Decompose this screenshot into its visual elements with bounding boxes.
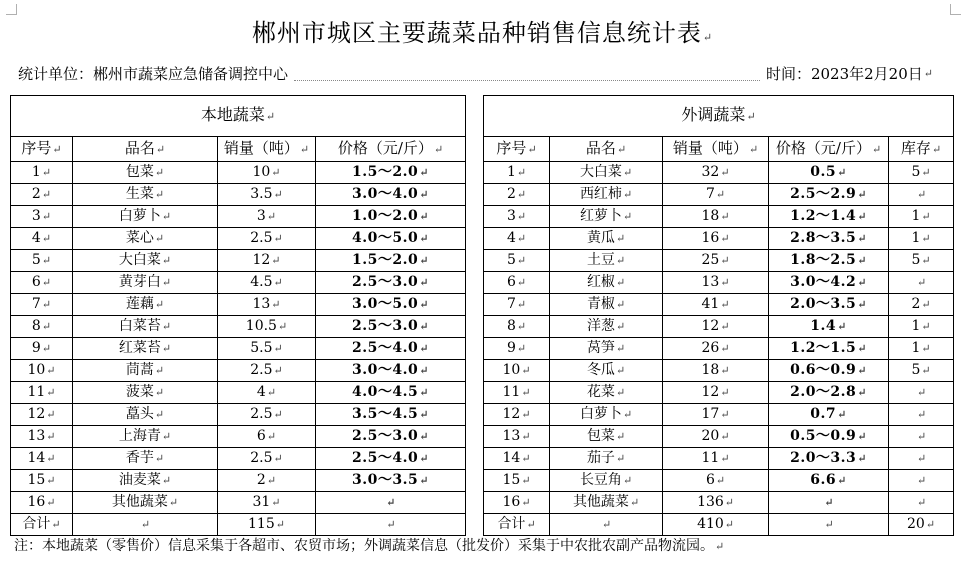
imported-cell-no: 3↵ [484,206,550,228]
local-cell-price: 2.5～3.0↵ [316,316,466,338]
local-cell-no: 16↵ [11,492,73,514]
imported-cell-stock: 5↵ [889,360,954,382]
local-cell-sales: 4↵ [218,382,316,404]
local-cell-name: 菠菜↵ [73,382,218,404]
local-cell-sales: 2.5↵ [218,404,316,426]
imported-cell-sales: 16↵ [663,228,769,250]
page-corner-mark-left [6,4,17,15]
local-cell-price: 3.0～5.0↵ [316,294,466,316]
imported-cell-name: 红椒↵ [550,272,663,294]
local-cell-price: 3.5～4.5↵ [316,404,466,426]
local-cell-no: 10↵ [11,360,73,382]
imported-cell-stock: 2↵ [889,294,954,316]
imported-cell-name: 茄子↵ [550,448,663,470]
local-cell-name: 茼蒿↵ [73,360,218,382]
local-cell-price: 2.5～4.0↵ [316,338,466,360]
local-cell-price: 3.0～4.0↵ [316,360,466,382]
imported-cell-name: 包菜↵ [550,426,663,448]
imported-cell-no: 1↵ [484,162,550,184]
imported-cell-price: 6.6↵ [769,470,889,492]
local-cell-sales: 10.5↵ [218,316,316,338]
local-cell-name: 香芋↵ [73,448,218,470]
imported-cell-stock: ↵ [889,404,954,426]
imported-cell-price: 1.8～2.5↵ [769,250,889,272]
local-cell-price: 3.0～3.5↵ [316,470,466,492]
imported-cell-no: 9↵ [484,338,550,360]
imported-cell-stock: ↵ [889,426,954,448]
imported-cell-price: 3.0～4.2↵ [769,272,889,294]
local-cell-price: 1.5～2.0↵ [316,162,466,184]
local-total-sales: 115↵ [218,514,316,536]
local-header-name: 品名↵ [73,137,218,162]
sales-table [10,95,954,536]
local-cell-sales: 31↵ [218,492,316,514]
imported-total-price: ↵ [769,514,889,536]
imported-section-title: 外调蔬菜↵ [484,96,954,137]
imported-cell-price: 2.8～3.5↵ [769,228,889,250]
imported-cell-name: 白萝卜↵ [550,404,663,426]
local-cell-name: 白菜苔↵ [73,316,218,338]
imported-total-stock: 20↵ [889,514,954,536]
table-gap-column [466,96,484,536]
local-cell-sales: 2.5↵ [218,228,316,250]
local-cell-sales: 12↵ [218,250,316,272]
imported-header-price: 价格（元/斤）↵ [769,137,889,162]
local-cell-no: 4↵ [11,228,73,250]
imported-cell-no: 12↵ [484,404,550,426]
local-cell-no: 1↵ [11,162,73,184]
local-cell-no: 3↵ [11,206,73,228]
imported-cell-price: 2.5～2.9↵ [769,184,889,206]
dotted-leader [294,68,760,81]
local-cell-no: 6↵ [11,272,73,294]
local-header-sales: 销量（吨）↵ [218,137,316,162]
local-cell-no: 2↵ [11,184,73,206]
imported-cell-name: 莴笋↵ [550,338,663,360]
imported-cell-name: 冬瓜↵ [550,360,663,382]
imported-cell-price: 0.5↵ [769,162,889,184]
footnote [14,535,954,558]
local-section-title: 本地蔬菜↵ [11,96,466,137]
local-cell-name: 大白菜↵ [73,250,218,272]
imported-cell-no: 10↵ [484,360,550,382]
local-cell-no: 9↵ [11,338,73,360]
imported-cell-price: 0.7↵ [769,404,889,426]
local-cell-sales: 2↵ [218,470,316,492]
local-cell-no: 8↵ [11,316,73,338]
info-row [18,62,933,86]
imported-cell-stock: 5↵ [889,162,954,184]
imported-header-stock: 库存↵ [889,137,954,162]
local-cell-no: 13↵ [11,426,73,448]
local-cell-name: 油麦菜↵ [73,470,218,492]
imported-cell-sales: 7↵ [663,184,769,206]
local-total-price: ↵ [316,514,466,536]
local-cell-name: 红菜苔↵ [73,338,218,360]
imported-cell-price: 2.0～3.3↵ [769,448,889,470]
imported-cell-stock: 5↵ [889,250,954,272]
imported-total-label: 合计↵ [484,514,550,536]
imported-cell-sales: 32↵ [663,162,769,184]
local-cell-name: 包菜↵ [73,162,218,184]
local-cell-name: 藠头↵ [73,404,218,426]
local-cell-sales: 5.5↵ [218,338,316,360]
local-cell-price: 2.5～4.0↵ [316,448,466,470]
local-header-price: 价格（元/斤）↵ [316,137,466,162]
local-cell-name: 黄芽白↵ [73,272,218,294]
local-cell-sales: 3.5↵ [218,184,316,206]
imported-cell-name: 青椒↵ [550,294,663,316]
local-cell-name: 其他蔬菜↵ [73,492,218,514]
imported-cell-stock: 1↵ [889,338,954,360]
paragraph-mark-icon: ↵ [702,31,714,44]
imported-cell-price: 1.4↵ [769,316,889,338]
imported-cell-no: 4↵ [484,228,550,250]
imported-header-name: 品名↵ [550,137,663,162]
imported-total-name: ↵ [550,514,663,536]
time-label: 时间：2023年2月20日 [765,65,923,83]
document-title-text: 郴州市城区主要蔬菜品种销售信息统计表 [251,19,702,47]
imported-cell-no: 8↵ [484,316,550,338]
imported-cell-stock: ↵ [889,492,954,514]
document-title [0,16,965,55]
imported-cell-name: 土豆↵ [550,250,663,272]
imported-cell-name: 长豆角↵ [550,470,663,492]
page-corner-mark-right [950,4,961,15]
imported-cell-price: 2.0～2.8↵ [769,382,889,404]
local-cell-price: 3.0～4.0↵ [316,184,466,206]
local-cell-name: 上海青↵ [73,426,218,448]
imported-cell-sales: 26↵ [663,338,769,360]
imported-cell-sales: 20↵ [663,426,769,448]
imported-cell-name: 其他蔬菜↵ [550,492,663,514]
imported-cell-sales: 17↵ [663,404,769,426]
imported-cell-sales: 25↵ [663,250,769,272]
imported-cell-price: 0.6～0.9↵ [769,360,889,382]
paragraph-mark-icon: ↵ [715,540,725,553]
footnote-text: 注：本地蔬菜（零售价）信息采集于各超市、农贸市场；外调蔬菜信息（批发价）采集于中农批农副产品物流园。 [14,538,714,554]
imported-cell-name: 花菜↵ [550,382,663,404]
imported-cell-no: 2↵ [484,184,550,206]
imported-cell-no: 7↵ [484,294,550,316]
local-cell-price: 2.5～3.0↵ [316,426,466,448]
imported-cell-stock: ↵ [889,470,954,492]
imported-cell-no: 14↵ [484,448,550,470]
imported-cell-price: ↵ [769,492,889,514]
imported-cell-no: 15↵ [484,470,550,492]
imported-cell-no: 16↵ [484,492,550,514]
imported-cell-stock: 1↵ [889,228,954,250]
imported-cell-sales: 18↵ [663,206,769,228]
imported-cell-sales: 11↵ [663,448,769,470]
imported-cell-stock: ↵ [889,184,954,206]
unit-label: 统计单位：郴州市蔬菜应急储备调控中心 [18,65,289,83]
imported-header-no: 序号↵ [484,137,550,162]
local-cell-sales: 4.5↵ [218,272,316,294]
imported-cell-sales: 12↵ [663,316,769,338]
local-cell-price: ↵ [316,492,466,514]
local-cell-no: 15↵ [11,470,73,492]
local-cell-no: 14↵ [11,448,73,470]
local-cell-name: 白萝卜↵ [73,206,218,228]
local-cell-sales: 6↵ [218,426,316,448]
imported-cell-no: 6↵ [484,272,550,294]
imported-cell-sales: 41↵ [663,294,769,316]
imported-cell-sales: 12↵ [663,382,769,404]
local-cell-name: 菜心↵ [73,228,218,250]
imported-cell-price: 0.5～0.9↵ [769,426,889,448]
local-cell-no: 5↵ [11,250,73,272]
imported-cell-price: 2.0～3.5↵ [769,294,889,316]
imported-cell-no: 13↵ [484,426,550,448]
local-cell-sales: 13↵ [218,294,316,316]
local-cell-price: 4.0～5.0↵ [316,228,466,250]
imported-cell-price: 1.2～1.4↵ [769,206,889,228]
local-total-name: ↵ [73,514,218,536]
local-header-no: 序号↵ [11,137,73,162]
local-cell-sales: 2.5↵ [218,448,316,470]
imported-cell-sales: 13↵ [663,272,769,294]
imported-cell-stock: ↵ [889,448,954,470]
local-cell-price: 2.5～3.0↵ [316,272,466,294]
local-cell-no: 12↵ [11,404,73,426]
imported-total-sales: 410↵ [663,514,769,536]
local-cell-no: 11↵ [11,382,73,404]
local-cell-name: 莲藕↵ [73,294,218,316]
imported-cell-no: 5↵ [484,250,550,272]
local-total-label: 合计↵ [11,514,73,536]
local-cell-price: 4.0～4.5↵ [316,382,466,404]
imported-cell-sales: 18↵ [663,360,769,382]
local-cell-price: 1.5～2.0↵ [316,250,466,272]
local-cell-sales: 3↵ [218,206,316,228]
imported-cell-stock: 1↵ [889,316,954,338]
section-row [11,96,954,137]
imported-cell-sales: 136↵ [663,492,769,514]
imported-cell-no: 11↵ [484,382,550,404]
imported-cell-price: 1.2～1.5↵ [769,338,889,360]
imported-cell-name: 大白菜↵ [550,162,663,184]
imported-cell-sales: 6↵ [663,470,769,492]
imported-cell-stock: ↵ [889,272,954,294]
sales-table-body [11,96,954,536]
imported-cell-name: 红萝卜↵ [550,206,663,228]
local-cell-sales: 2.5↵ [218,360,316,382]
imported-cell-name: 西红柿↵ [550,184,663,206]
imported-header-sales: 销量（吨）↵ [663,137,769,162]
local-cell-name: 生菜↵ [73,184,218,206]
local-cell-no: 7↵ [11,294,73,316]
imported-cell-name: 黄瓜↵ [550,228,663,250]
local-cell-price: 1.0～2.0↵ [316,206,466,228]
imported-cell-stock: 1↵ [889,206,954,228]
imported-cell-stock: ↵ [889,382,954,404]
imported-cell-name: 洋葱↵ [550,316,663,338]
paragraph-mark-icon: ↵ [923,67,933,80]
local-cell-sales: 10↵ [218,162,316,184]
